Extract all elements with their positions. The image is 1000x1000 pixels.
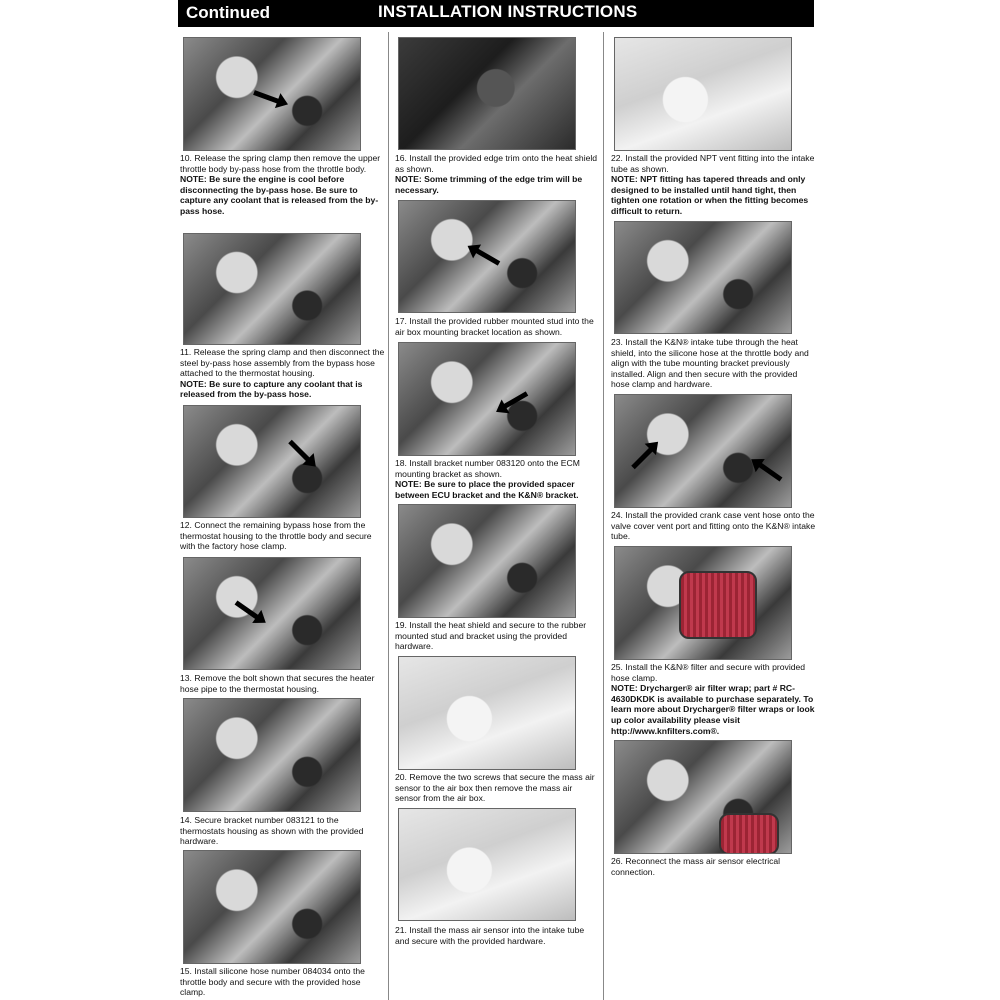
step-15-photo	[183, 850, 361, 964]
step-text: 25. Install the K&N® filter and secure with provided hose clamp.	[611, 662, 806, 683]
column-divider	[388, 32, 389, 1000]
step-text: 21. Install the mass air sensor into the intake tube and secure with the provided hardware.	[395, 925, 585, 946]
step-17-caption	[395, 316, 600, 337]
step-20-photo	[398, 656, 576, 770]
step-text: 16. Install the provided edge trim onto the heat shield as shown.	[395, 153, 598, 174]
step-text: 23. Install the K&N® intake tube through the heat shield, into the silicone hose at the throttle body and align with the tube mounting bracket previously installed. Align and then secure with the provided hose clamp and hardware.	[611, 337, 809, 390]
step-11-caption	[180, 347, 385, 400]
step-note: NOTE: NPT fitting has tapered threads and only designed to be installed until hand tight, then tighten one rotation or when the fitting becomes difficult to return.	[611, 174, 809, 216]
air-filter-graphic	[679, 571, 757, 639]
step-text: 13. Remove the bolt shown that secures the heater hose pipe to the thermostat housing.	[180, 673, 375, 694]
step-21-photo	[398, 808, 576, 921]
step-22-photo	[614, 37, 792, 151]
step-17-photo	[398, 200, 576, 313]
step-14-caption	[180, 815, 385, 847]
arrow-icon	[474, 247, 501, 265]
page-header	[178, 0, 814, 27]
step-12-caption	[180, 520, 385, 552]
step-text: 18. Install bracket number 083120 onto the ECM mounting bracket as shown.	[395, 458, 580, 479]
step-10-caption	[180, 153, 385, 217]
step-16-caption	[395, 153, 600, 195]
step-26-photo	[614, 740, 792, 854]
step-18-photo	[398, 342, 576, 456]
continued-label: Continued	[186, 3, 271, 22]
step-13-photo	[183, 557, 361, 670]
step-text: 24. Install the provided crank case vent hose onto the valve cover vent port and fitting onto the K&N® intake tube.	[611, 510, 816, 542]
step-25-photo	[614, 546, 792, 660]
step-text: 11. Release the spring clamp and then disconnect the steel by-pass hose assembly from the bypass hose attached to the thermostat housing.	[180, 347, 385, 379]
step-11-photo	[183, 233, 361, 345]
step-text: 15. Install silicone hose number 084034 onto the throttle body and secure with the provided hose clamp.	[180, 966, 365, 998]
step-13-caption	[180, 673, 385, 694]
step-text: 10. Release the spring clamp then remove the upper throttle body by-pass hose from the throttle body.	[180, 153, 381, 174]
step-text: 19. Install the heat shield and secure to the rubber mounted stud and bracket using the provided hardware.	[395, 620, 587, 652]
step-24-caption	[611, 510, 816, 542]
arrow-icon	[253, 90, 281, 104]
step-10-photo	[183, 37, 361, 151]
step-note: NOTE: Some trimming of the edge trim will be necessary.	[395, 174, 583, 195]
step-text: 26. Reconnect the mass air sensor electrical connection.	[611, 856, 781, 877]
arrow-icon	[235, 600, 261, 620]
step-note: NOTE: Be sure the engine is cool before disconnecting the by-pass hose. Be sure to capture any coolant that is released from the by-pass hose.	[180, 174, 379, 216]
step-12-photo	[183, 405, 361, 518]
step-20-caption	[395, 772, 600, 804]
column-divider	[603, 32, 604, 1000]
step-22-caption	[611, 153, 816, 217]
air-filter-graphic	[719, 813, 779, 854]
step-23-photo	[614, 221, 792, 334]
step-21-caption	[395, 925, 600, 946]
step-19-photo	[398, 504, 576, 618]
page-title: INSTALLATION INSTRUCTIONS	[378, 2, 638, 21]
step-text: 12. Connect the remaining bypass hose from the thermostat housing to the throttle body and secure with the factory hose clamp.	[180, 520, 372, 552]
arrow-icon	[631, 446, 654, 469]
step-16-photo	[398, 37, 576, 150]
arrow-icon	[502, 391, 529, 409]
step-note: NOTE: Be sure to place the provided spacer between ECU bracket and the K&N® bracket.	[395, 479, 579, 500]
step-18-caption	[395, 458, 600, 500]
step-text: 20. Remove the two screws that secure the mass air sensor to the air box then remove the mass air sensor from the air box.	[395, 772, 595, 804]
step-25-caption	[611, 662, 816, 736]
step-19-caption	[395, 620, 600, 652]
arrow-icon	[288, 440, 311, 463]
arrow-icon	[757, 461, 783, 481]
step-text: 17. Install the provided rubber mounted stud into the air box mounting bracket location as shown.	[395, 316, 594, 337]
step-note: NOTE: Be sure to capture any coolant that is released from the by-pass hose.	[180, 378, 363, 400]
step-24-photo	[614, 394, 792, 508]
step-14-photo	[183, 698, 361, 812]
step-text: 14. Secure bracket number 083121 to the thermostats housing as shown with the provided hardware.	[180, 815, 364, 847]
step-26-caption	[611, 856, 816, 877]
step-15-caption	[180, 966, 385, 998]
step-23-caption	[611, 337, 816, 390]
step-text: 22. Install the provided NPT vent fitting into the intake tube as shown.	[611, 153, 815, 174]
step-note: NOTE: Drycharger® air filter wrap; part # RC-4630DKDK is available to purchase separately. To learn more about Drycharger® filter wraps or look up color availability please visit http://www.knfilters.com®.	[611, 683, 815, 736]
